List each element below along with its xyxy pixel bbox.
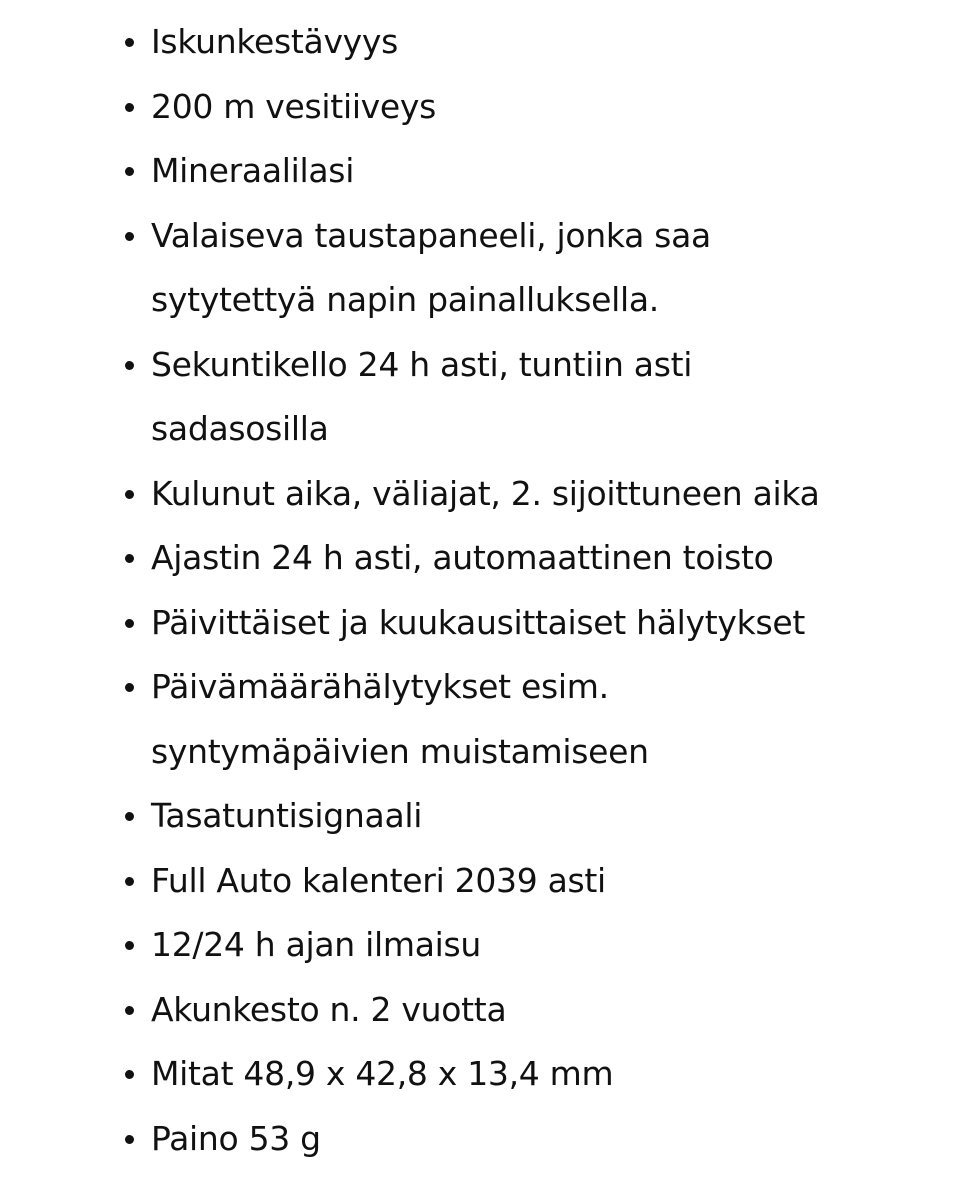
feature-item-elapsed-time [120, 462, 920, 527]
bullet-icon [125, 103, 134, 112]
feature-item-backlight [120, 204, 920, 333]
feature-text: 12/24 h ajan ilmaisu [151, 925, 481, 964]
feature-text: Paino 53 g [151, 1118, 321, 1158]
feature-text-continued: sytytettyä napin painalluksella. [151, 280, 659, 319]
feature-text: Mitat 48,9 x 42,8 x 13,4 mm [151, 1054, 614, 1093]
bullet-icon [125, 554, 134, 563]
feature-item-calendar [120, 849, 920, 914]
feature-item-impact-resistance [120, 10, 920, 75]
bullet-icon [125, 619, 134, 628]
bullet-icon [125, 167, 134, 176]
feature-text: Päivämäärähälytykset esim. [151, 667, 609, 706]
feature-text: Iskunkestävyys [151, 22, 399, 61]
feature-text: Tasatuntisignaali [151, 796, 423, 835]
feature-item-time-format [120, 913, 920, 978]
feature-item-battery-life [120, 978, 920, 1043]
bullet-icon [125, 38, 134, 47]
feature-list [120, 10, 920, 1171]
feature-item-hourly-signal [120, 784, 920, 849]
bullet-icon [125, 877, 134, 886]
feature-text: Akunkesto n. 2 vuotta [151, 989, 507, 1029]
bullet-icon [125, 683, 134, 692]
feature-text-continued: sadasosilla [151, 409, 329, 448]
feature-text: Full Auto kalenteri 2039 asti [151, 860, 606, 900]
feature-text-continued: syntymäpäivien muistamiseen [151, 731, 649, 771]
feature-item-dimensions [120, 1042, 920, 1107]
feature-item-stopwatch [120, 333, 920, 462]
bullet-icon [125, 1070, 134, 1079]
feature-text: Kulunut aika, väliajat, 2. sijoittuneen aika [151, 473, 820, 513]
bullet-icon [125, 941, 134, 950]
feature-item-weight [120, 1107, 920, 1172]
feature-text: Päivittäiset ja kuukausittaiset hälytykset [151, 602, 805, 642]
bullet-icon [125, 490, 134, 499]
feature-text: Valaiseva taustapaneeli, jonka saa [151, 215, 711, 255]
feature-item-date-alarms [120, 655, 920, 784]
bullet-icon [125, 232, 134, 241]
feature-item-water-resistance [120, 75, 920, 140]
feature-text: 200 m vesitiiveys [151, 86, 437, 126]
bullet-icon [125, 1006, 134, 1015]
feature-item-timer [120, 526, 920, 591]
feature-text: Mineraalilasi [151, 151, 355, 190]
feature-text: Ajastin 24 h asti, automaattinen toisto [151, 538, 774, 577]
bullet-icon [125, 361, 134, 370]
feature-item-alarms [120, 591, 920, 656]
bullet-icon [125, 1135, 134, 1144]
feature-text: Sekuntikello 24 h asti, tuntiin asti [151, 344, 693, 384]
bullet-icon [125, 812, 134, 821]
feature-item-mineral-glass [120, 139, 920, 204]
